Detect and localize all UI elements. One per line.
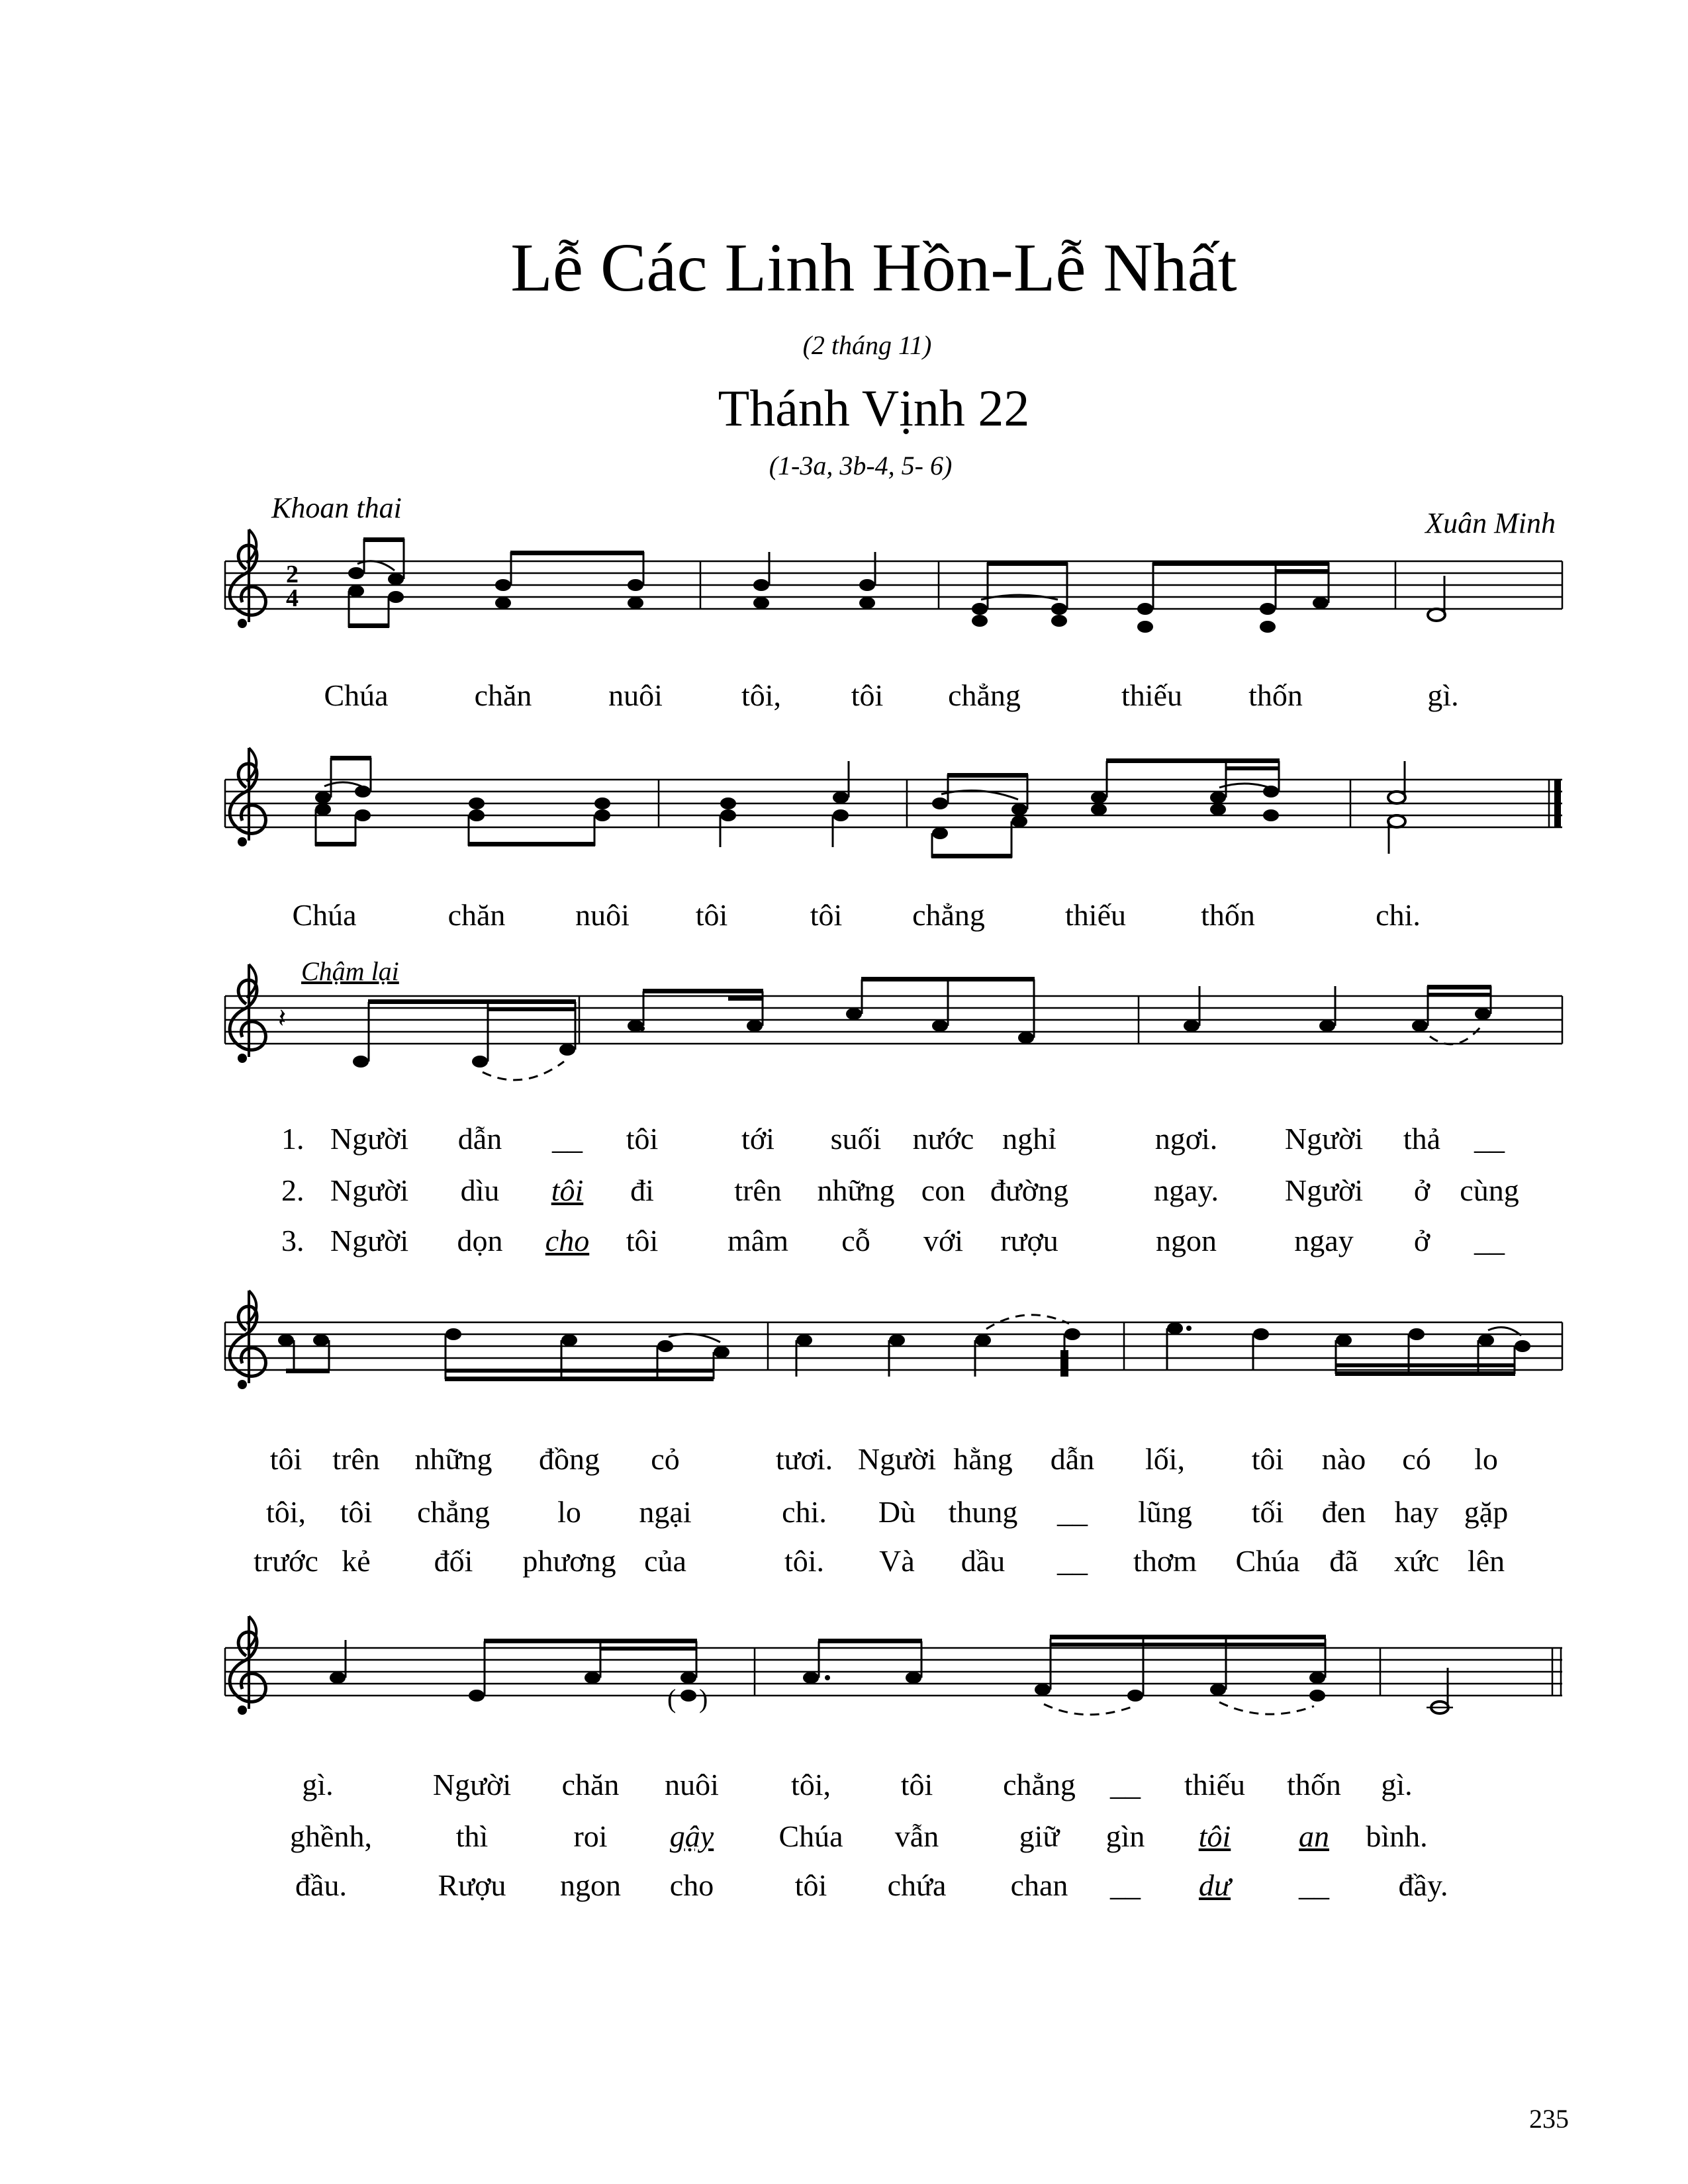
lyric-syllable: tôi, — [265, 1495, 306, 1529]
lyric-syllable: tôi — [794, 1868, 827, 1902]
lyric-syllable: ngay. — [1154, 1173, 1219, 1207]
lyric-syllable: kẻ — [342, 1544, 371, 1578]
lyric-syllable: nuôi — [665, 1768, 719, 1801]
lyric-syllable: Chúa — [1235, 1544, 1300, 1578]
lyric-syllable: hằng — [953, 1442, 1013, 1476]
lyric-syllable: Người — [1284, 1173, 1364, 1207]
lyric-syllable: những — [817, 1173, 895, 1207]
staff-system-4 — [225, 1291, 1562, 1389]
treble-clef-icon — [230, 964, 265, 1063]
lyric-syllable: chi. — [1376, 898, 1421, 932]
lyric-syllable: tôi — [269, 1442, 303, 1476]
lyric-syllable: Chúa — [292, 898, 357, 932]
lyric-syllable: đầy. — [1398, 1868, 1448, 1902]
lyric-syllable: tôi. — [784, 1544, 825, 1578]
lyric-syllable: có — [1402, 1442, 1431, 1476]
lyric-syllable: nghỉ — [1002, 1122, 1056, 1156]
lyric-syllable: Người — [857, 1442, 937, 1476]
lyric-syllable: gì. — [302, 1768, 334, 1801]
lyric-syllable: thả — [1403, 1122, 1441, 1156]
tempo-change: Chậm lại — [301, 956, 399, 986]
lyric-syllable: gì. — [1381, 1768, 1413, 1801]
lyric-syllable: __ — [1057, 1495, 1088, 1529]
lyric-syllable: chẳng — [1003, 1768, 1076, 1801]
psalm-verses: (1-3a, 3b-4, 5- 6) — [769, 451, 953, 480]
lyric-syllable: tối — [1251, 1495, 1284, 1529]
lyric-syllable: tôi — [626, 1224, 659, 1257]
lyric-syllable: cỏ — [651, 1442, 680, 1476]
lyric-syllable: Người — [1284, 1122, 1364, 1156]
svg-text:2: 2 — [286, 561, 299, 588]
lyric-syllable: trên — [734, 1173, 782, 1207]
lyric-syllable: chăn — [561, 1768, 620, 1801]
lyric-syllable: con — [921, 1173, 966, 1207]
lyric-syllable: đã — [1329, 1544, 1358, 1578]
lyric-syllable: Người — [330, 1224, 409, 1257]
svg-text:(: ( — [667, 1684, 677, 1713]
lyric-syllable: Người — [330, 1122, 409, 1156]
lyric-syllable: Và — [879, 1544, 915, 1578]
lyric-syllable: thốn — [1248, 678, 1303, 712]
lyric-syllable: Chúa — [778, 1819, 843, 1853]
lyric-syllable: tôi, — [741, 678, 782, 712]
lyric-syllable: rượu — [1000, 1224, 1058, 1257]
verse-number: 1. — [281, 1122, 305, 1156]
lyric-syllable: thốn — [1287, 1768, 1341, 1801]
lyric-syllable: dư — [1198, 1868, 1231, 1902]
lyric-syllable: tôi — [695, 898, 728, 932]
lyric-syllable: nuôi — [575, 898, 630, 932]
lyric-syllable: lo — [1474, 1442, 1498, 1476]
lyric-syllable: dẫn — [1050, 1442, 1095, 1476]
lyric-syllable: suối — [830, 1122, 882, 1156]
lyric-syllable: chi. — [782, 1495, 827, 1529]
lyric-syllable: gì. — [1427, 678, 1459, 712]
lyric-syllable: dìu — [460, 1173, 500, 1207]
lyric-syllable: chẳng — [948, 678, 1021, 712]
song-title: Lễ Các Linh Hồn-Lễ Nhất — [510, 230, 1237, 306]
lyric-syllable: Người — [432, 1768, 512, 1801]
lyric-syllable: bình. — [1366, 1819, 1428, 1853]
lyric-syllable: Rượu — [438, 1868, 506, 1902]
staff-system-5 — [225, 1616, 1562, 1715]
lyric-syllable: cỗ — [841, 1224, 870, 1257]
treble-clef-icon — [230, 529, 265, 628]
psalm-title: Thánh Vịnh 22 — [718, 379, 1030, 437]
lyric-syllable: tôi — [626, 1122, 659, 1156]
treble-clef-icon — [230, 1616, 265, 1715]
page-number: 235 — [1529, 2104, 1569, 2134]
lyric-syllable: cùng — [1460, 1173, 1519, 1207]
feast-date: (2 tháng 11) — [802, 330, 932, 360]
lyric-syllable: Dù — [878, 1495, 916, 1529]
lyric-syllable: roi — [573, 1819, 608, 1853]
svg-text:): ) — [699, 1684, 708, 1713]
lyric-syllable: phương — [522, 1544, 616, 1578]
lyric-syllable: gậy — [669, 1819, 714, 1853]
lyric-syllable: chăn — [474, 678, 532, 712]
lyric-syllable: ở — [1413, 1173, 1430, 1207]
treble-clef-icon — [230, 748, 265, 846]
lyric-syllable: ở — [1413, 1224, 1430, 1257]
lyric-syllable: đối — [434, 1544, 473, 1578]
verse-number: 3. — [281, 1224, 305, 1257]
lyric-syllable: đồng — [539, 1442, 600, 1476]
lyric-syllable: trên — [332, 1442, 380, 1476]
lyric-syllable: chan — [1010, 1868, 1068, 1902]
tempo-marking: Khoan thai — [271, 492, 402, 524]
lyric-syllable: hay — [1394, 1495, 1439, 1529]
lyric-syllable: dẫn — [457, 1122, 502, 1156]
lyric-syllable: ngon — [560, 1868, 621, 1902]
staff-system-3 — [225, 964, 1562, 1080]
lyric-syllable: tới — [741, 1122, 774, 1156]
lyric-syllable: an — [1299, 1819, 1329, 1853]
lyric-syllable: tươi. — [775, 1442, 833, 1476]
lyric-syllable: tôi — [810, 898, 843, 932]
lyric-syllable: gìn — [1105, 1819, 1145, 1853]
lyric-syllable: đen — [1321, 1495, 1366, 1529]
treble-clef-icon — [230, 1291, 265, 1389]
lyric-syllable: tôi — [851, 678, 884, 712]
lyric-syllable: giữ — [1019, 1819, 1060, 1853]
lyric-syllable: chăn — [447, 898, 506, 932]
lyric-syllable: tôi — [900, 1768, 933, 1801]
lyric-syllable: tôi — [340, 1495, 373, 1529]
lyric-syllable: thiếu — [1184, 1768, 1245, 1801]
lyric-syllable: thốn — [1201, 898, 1255, 932]
lyric-syllable: dầu — [961, 1544, 1006, 1578]
lyric-syllable: đường — [990, 1173, 1069, 1207]
verse-number: 2. — [281, 1173, 305, 1207]
lyric-syllable: ngơi. — [1154, 1122, 1218, 1156]
lyric-syllable: tôi — [1251, 1442, 1284, 1476]
lyric-syllable: chứa — [887, 1868, 947, 1902]
lyric-syllable: chẳng — [417, 1495, 490, 1529]
lyric-syllable: __ — [1057, 1544, 1088, 1578]
lyric-syllable: nào — [1321, 1442, 1366, 1476]
lyric-syllable: Người — [330, 1173, 409, 1207]
lyric-syllable: __ — [1474, 1122, 1505, 1156]
lyric-syllable: chẳng — [912, 898, 985, 932]
svg-text:𝄽: 𝄽 — [278, 1003, 287, 1034]
lyric-syllable: trước — [254, 1544, 318, 1578]
lyric-syllable: ngay — [1294, 1224, 1354, 1257]
lyric-syllable: cho — [545, 1224, 590, 1257]
lyric-syllable: gặp — [1464, 1495, 1509, 1529]
lyric-syllable: lên — [1467, 1544, 1505, 1578]
lyric-syllable: thiếu — [1121, 678, 1182, 712]
lyric-syllable: lũng — [1138, 1495, 1192, 1529]
lyric-syllable: __ — [552, 1122, 583, 1156]
lyric-syllable: ngon — [1156, 1224, 1217, 1257]
lyric-syllable: của — [644, 1544, 686, 1578]
lyric-syllable: đầu. — [295, 1868, 347, 1902]
lyric-syllable: Chúa — [324, 678, 389, 712]
lyric-syllable: lối, — [1145, 1442, 1186, 1476]
lyric-syllable: những — [414, 1442, 492, 1476]
lyric-syllable: với — [923, 1224, 964, 1257]
lyric-syllable: thì — [455, 1819, 489, 1853]
lyric-syllable: thung — [948, 1495, 1018, 1529]
lyric-syllable: ngại — [639, 1495, 692, 1529]
lyric-syllable: đi — [630, 1173, 654, 1207]
lyric-syllable: thiếu — [1065, 898, 1126, 932]
lyric-syllable: __ — [1110, 1868, 1141, 1902]
lyric-syllable: mâm — [727, 1224, 788, 1257]
lyric-syllable: thơm — [1133, 1544, 1197, 1578]
staff-system-1 — [225, 529, 1562, 633]
staff-system-2 — [225, 748, 1562, 858]
composer: Xuân Minh — [1425, 507, 1556, 539]
lyric-syllable: tôi, — [790, 1768, 831, 1801]
lyric-syllable: xức — [1393, 1544, 1440, 1578]
lyric-syllable: vẫn — [894, 1819, 939, 1853]
lyric-syllable: cho — [669, 1868, 714, 1902]
lyric-syllable: tôi — [1198, 1819, 1231, 1853]
lyric-syllable: __ — [1474, 1224, 1505, 1257]
lyric-syllable: __ — [1110, 1768, 1141, 1801]
lyric-syllable: tôi — [551, 1173, 584, 1207]
lyric-syllable: nuôi — [608, 678, 663, 712]
lyric-syllable: __ — [1299, 1868, 1329, 1902]
lyric-syllable: nước — [912, 1122, 974, 1156]
svg-text:4: 4 — [286, 584, 299, 612]
lyric-syllable: ghềnh, — [290, 1819, 372, 1853]
lyric-syllable: dọn — [457, 1224, 503, 1257]
lyric-syllable: lo — [557, 1495, 581, 1529]
